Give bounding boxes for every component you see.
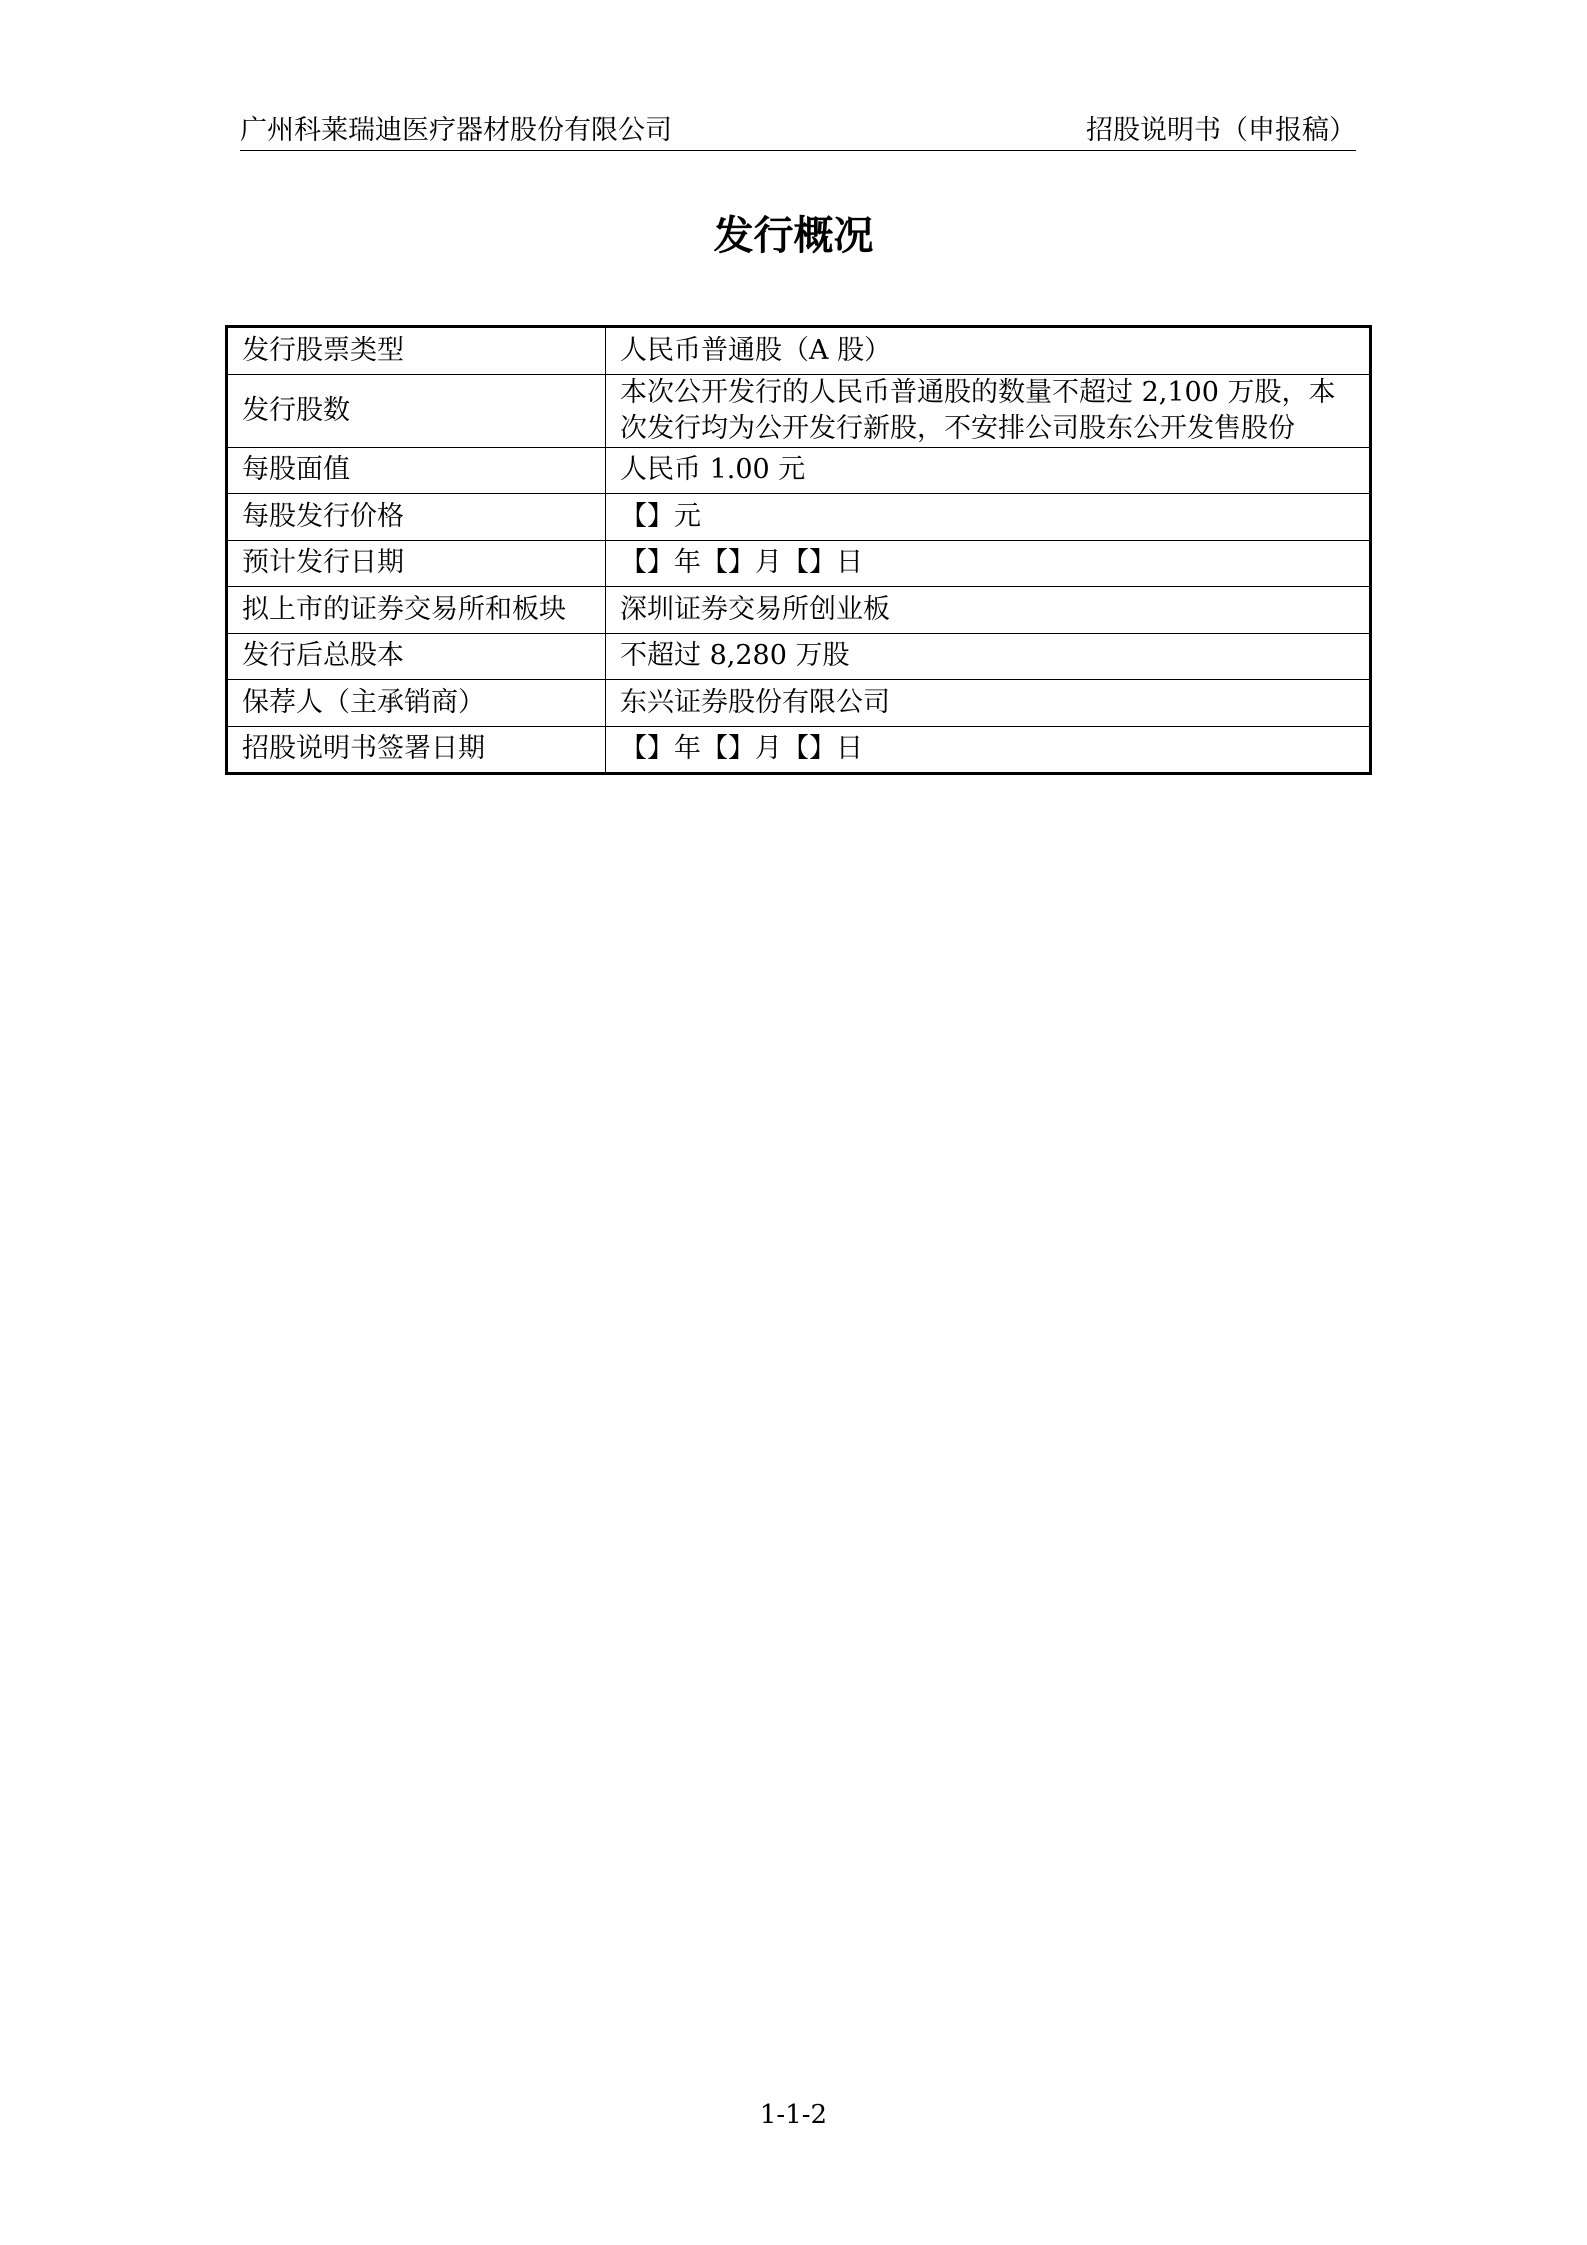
page-header: [240, 112, 1356, 151]
row-value: 【】年【】月【】日: [606, 726, 1371, 774]
page-title: 发行概况: [713, 213, 874, 259]
row-label: 发行股数: [227, 374, 606, 447]
row-value: 人民币 1.00 元: [606, 447, 1371, 494]
row-value: 【】年【】月【】日: [606, 540, 1371, 587]
row-label: 每股面值: [227, 447, 606, 494]
table-row: [227, 680, 1371, 727]
row-label: 拟上市的证券交易所和板块: [227, 587, 606, 634]
row-value-line: 本次公开发行的人民币普通股的数量不超过 2,100 万股，本: [620, 376, 1336, 408]
row-label: 招股说明书签署日期: [227, 726, 606, 774]
page-number: 1-1-2: [759, 2100, 828, 2130]
row-value: 【】元: [606, 494, 1371, 541]
table-row: [227, 726, 1371, 774]
table-row: [227, 327, 1371, 375]
row-value: 深圳证券交易所创业板: [606, 587, 1371, 634]
row-label: 预计发行日期: [227, 540, 606, 587]
table-row: [227, 633, 1371, 680]
table-row: [227, 494, 1371, 541]
row-label: 保荐人（主承销商）: [227, 680, 606, 727]
table-row: [227, 374, 1371, 447]
company-name: 广州科莱瑞迪医疗器材股份有限公司: [240, 115, 672, 146]
row-value: 不超过 8,280 万股: [606, 633, 1371, 680]
row-value: 人民币普通股（A 股）: [606, 327, 1371, 375]
table-row: [227, 540, 1371, 587]
row-label: 发行后总股本: [227, 633, 606, 680]
row-value: [606, 374, 1371, 447]
row-label: 发行股票类型: [227, 327, 606, 375]
table-row: [227, 447, 1371, 494]
row-label: 每股发行价格: [227, 494, 606, 541]
row-value-line: 次发行均为公开发行新股，不安排公司股东公开发售股份: [620, 412, 1295, 444]
table-row: [227, 587, 1371, 634]
document-type: 招股说明书（申报稿）: [1086, 115, 1356, 146]
issuance-overview-table: [225, 325, 1372, 775]
row-value: 东兴证券股份有限公司: [606, 680, 1371, 727]
